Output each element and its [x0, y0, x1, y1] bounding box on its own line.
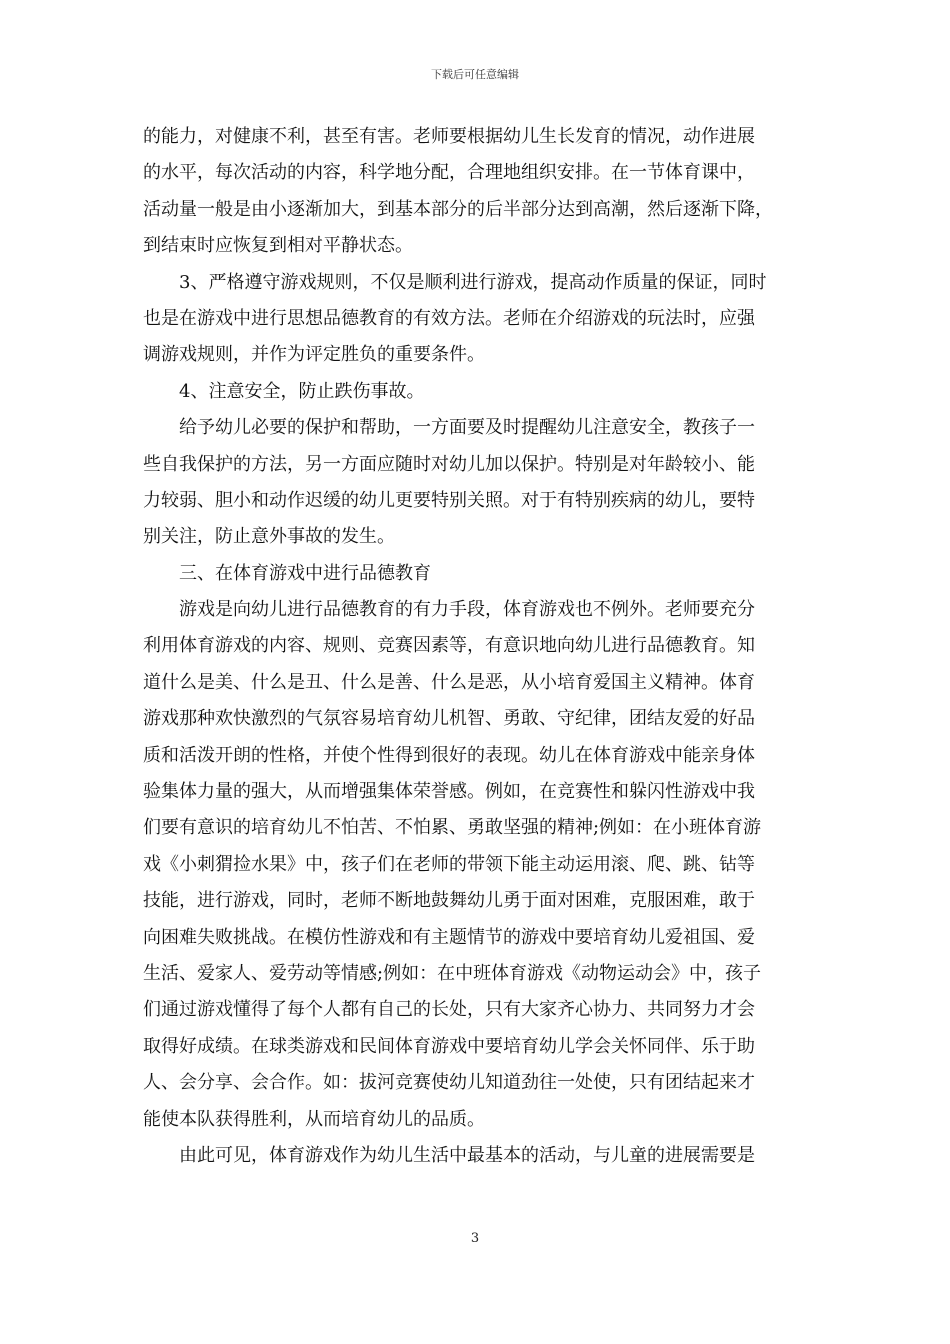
text-line: 游戏是向幼儿进行品德教育的有力手段，体育游戏也不例外。老师要充分: [143, 599, 755, 621]
text-line: 技能，进行游戏，同时，老师不断地鼓舞幼儿勇于面对困难，克服困难，敢于: [143, 890, 755, 912]
text-line: 活动量一般是由小逐渐加大，到基本部分的后半部分达到高潮，然后逐渐下降，: [143, 198, 773, 220]
text-line: 取得好成绩。在球类游戏和民间体育游戏中要培育幼儿学会关怀同伴、乐于助: [143, 1035, 755, 1057]
text-line: 由此可见，体育游戏作为幼儿生活中最基本的活动，与儿童的进展需要是: [143, 1144, 755, 1166]
text-line: 戏《小刺猬捡水果》中，孩子们在老师的带领下能主动运用滚、爬、跳、钻等: [143, 853, 755, 875]
text-line: 们要有意识的培育幼儿不怕苦、不怕累、勇敢坚强的精神;例如：在小班体育游: [143, 817, 762, 839]
text-line: 道什么是美、什么是丑、什么是善、什么是恶，从小培育爱国主义精神。体育: [143, 671, 755, 693]
page-number: 3: [470, 1231, 480, 1246]
text-line: 到结束时应恢复到相对平静状态。: [143, 235, 413, 257]
text-line: 3、严格遵守游戏规则，不仅是顺利进行游戏，提高动作质量的保证，同时: [143, 271, 767, 293]
text-line: 们通过游戏懂得了每个人都有自己的长处，只有大家齐心协力、共同努力才会: [143, 999, 755, 1021]
text-line: 人、会分享、会合作。如：拔河竞赛使幼儿知道劲往一处使，只有团结起来才: [143, 1072, 755, 1094]
body-text: [143, 119, 815, 1174]
text-line: 别关注，防止意外事故的发生。: [143, 526, 395, 548]
text-line: 能使本队获得胜利，从而培育幼儿的品质。: [143, 1108, 485, 1130]
text-line: 的能力，对健康不利，甚至有害。老师要根据幼儿生长发育的情况，动作进展: [143, 126, 755, 147]
text-line: 给予幼儿必要的保护和帮助，一方面要及时提醒幼儿注意安全，教孩子一: [143, 417, 755, 439]
text-line: 调游戏规则，并作为评定胜负的重要条件。: [143, 344, 485, 366]
text-line: 的水平，每次活动的内容，科学地分配，合理地组织安排。在一节体育课中，: [143, 162, 755, 184]
text-line: 4、注意安全，防止跌伤事故。: [143, 380, 425, 402]
text-line: 力较弱、胆小和动作迟缓的幼儿更要特别关照。对于有特别疾病的幼儿，要特: [143, 489, 755, 511]
text-line: 生活、爱家人、爱劳动等情感;例如：在中班体育游戏《动物运动会》中，孩子: [143, 962, 762, 984]
section-heading: 三、在体育游戏中进行品德教育: [143, 562, 431, 584]
text-line: 游戏那种欢快激烈的气氛容易培育幼儿机智、勇敢、守纪律，团结友爱的好品: [143, 708, 755, 730]
text-line: 利用体育游戏的内容、规则、竞赛因素等，有意识地向幼儿进行品德教育。知: [143, 635, 755, 657]
text-line: 向困难失败挑战。在模仿性游戏和有主题情节的游戏中要培育幼儿爱祖国、爱: [143, 926, 755, 948]
text-line: 也是在游戏中进行思想品德教育的有效方法。老师在介绍游戏的玩法时，应强: [143, 307, 755, 329]
text-line: 些自我保护的方法，另一方面应随时对幼儿加以保护。特别是对年龄较小、能: [143, 453, 755, 475]
text-line: 质和活泼开朗的性格，并使个性得到很好的表现。幼儿在体育游戏中能亲身体: [143, 744, 755, 766]
page-header: 下载后可任意编辑: [431, 68, 519, 81]
text-line: 验集体力量的强大，从而增强集体荣誉感。例如，在竞赛性和躲闪性游戏中我: [143, 781, 755, 803]
